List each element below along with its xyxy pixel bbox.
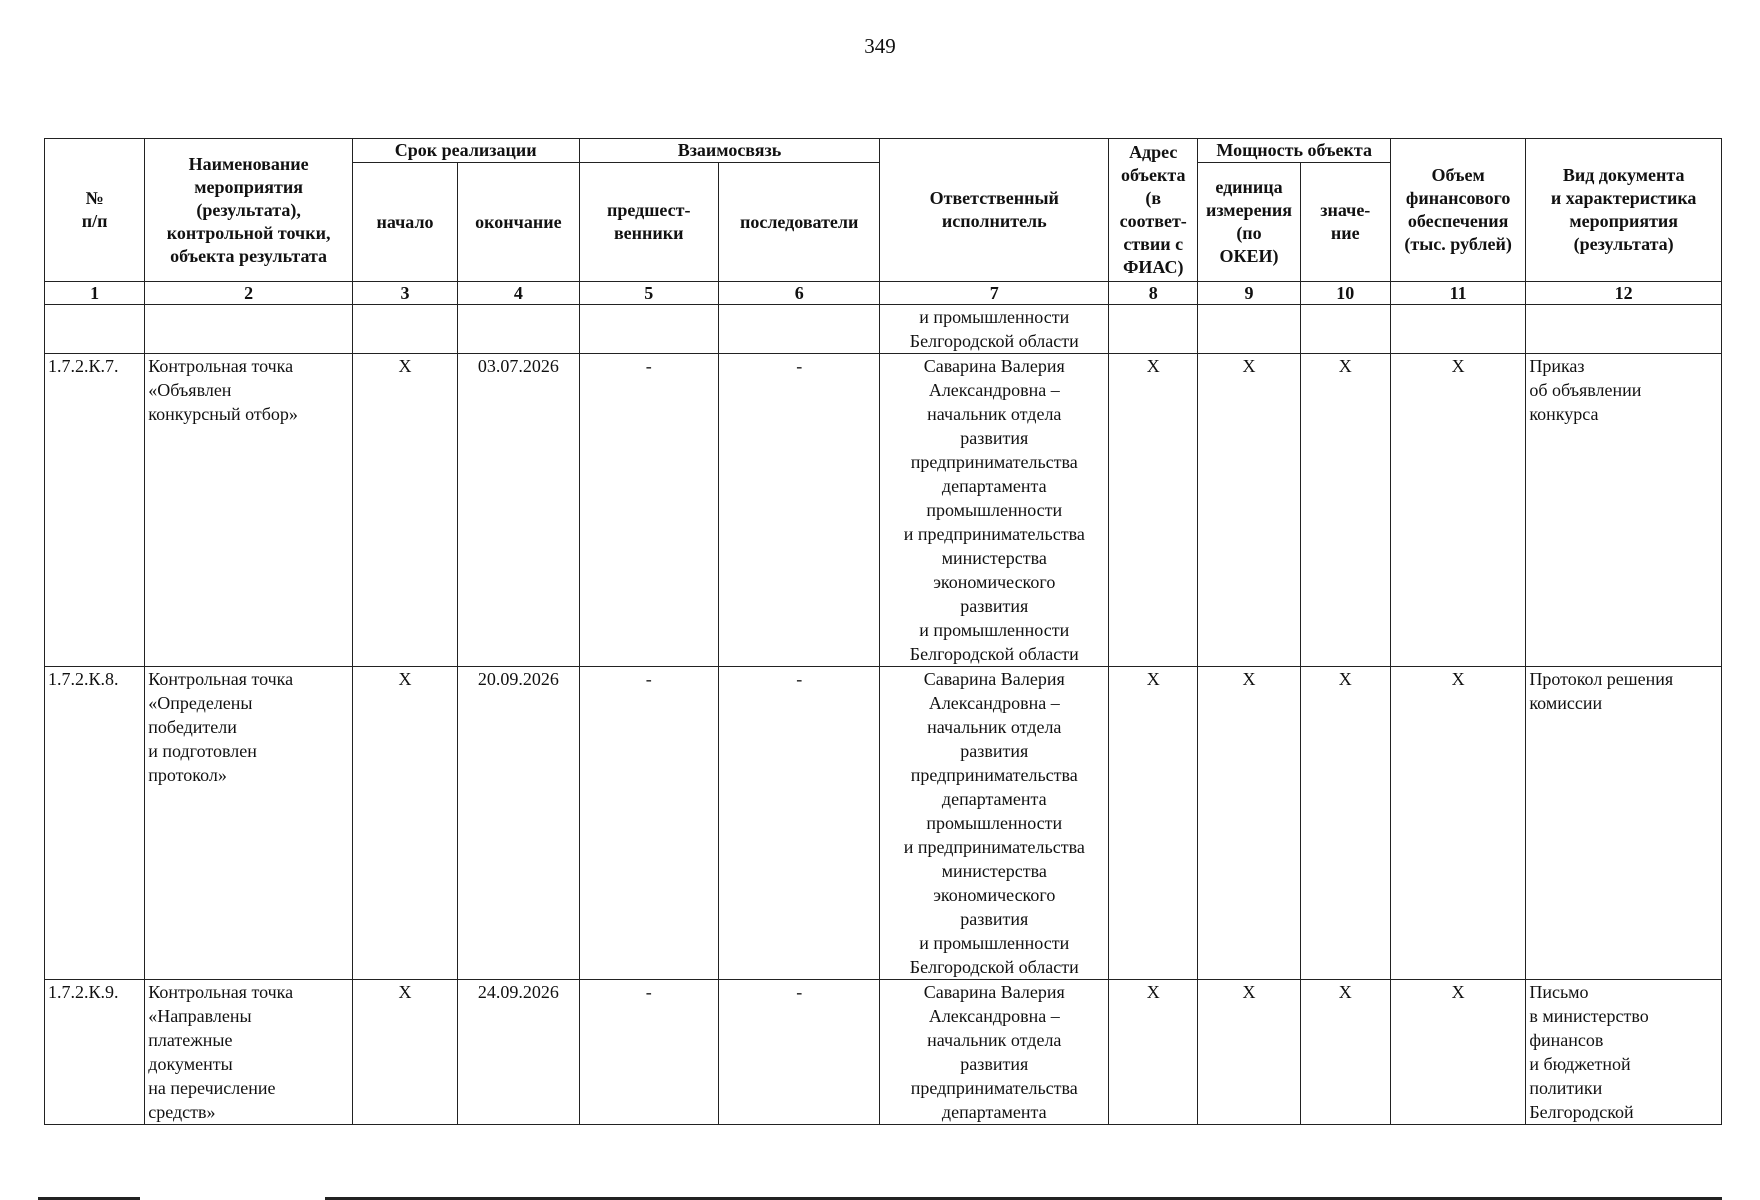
cell-empty: [458, 305, 579, 354]
cell-successors: -: [718, 354, 879, 667]
header-period-start: начало: [352, 163, 457, 282]
cell-value: X: [1300, 980, 1390, 1125]
cell-executor: Саварина Валерия Александровна – начальник отдела развития предпринимательства департамента: [880, 980, 1109, 1125]
cell-doc-type: Приказ об объявлении конкурса: [1526, 354, 1722, 667]
cell-end: 03.07.2026: [458, 354, 579, 667]
header-period: Срок реализации: [352, 139, 579, 163]
cell-start: X: [352, 980, 457, 1125]
cell-num: 1.7.2.К.7.: [45, 354, 145, 667]
table-row: [45, 980, 1722, 1125]
cell-funding: X: [1390, 980, 1525, 1125]
cell-address: X: [1109, 980, 1198, 1125]
cell-start: X: [352, 354, 457, 667]
cell-doc-type: Письмо в министерство финансов и бюджетной политики Белгородской: [1526, 980, 1722, 1125]
cell-unit: X: [1198, 980, 1300, 1125]
cell-value: X: [1300, 667, 1390, 980]
cell-value: X: [1300, 354, 1390, 667]
column-numbers-row: [45, 282, 1722, 305]
column-number: 10: [1300, 282, 1390, 305]
cell-predecessors: -: [579, 354, 718, 667]
column-number: 6: [718, 282, 879, 305]
cell-empty: [1390, 305, 1525, 354]
cell-empty: [45, 305, 145, 354]
header-name: Наименование мероприятия (результата), контрольной точки, объекта результата: [145, 139, 353, 282]
cell-doc-type: Протокол решения комиссии: [1526, 667, 1722, 980]
cell-executor: и промышленности Белгородской области: [880, 305, 1109, 354]
cell-funding: X: [1390, 354, 1525, 667]
header-successors: последователи: [718, 163, 879, 282]
cell-empty: [1198, 305, 1300, 354]
cell-name: Контрольная точка «Направлены платежные документы на перечисление средств»: [145, 980, 353, 1125]
cell-empty: [718, 305, 879, 354]
column-number: 5: [579, 282, 718, 305]
column-number: 3: [352, 282, 457, 305]
header-address: Адрес объекта (в соответ- ствии с ФИАС): [1109, 139, 1198, 282]
cell-funding: X: [1390, 667, 1525, 980]
cell-empty: [1109, 305, 1198, 354]
header-predecessors: предшест- венники: [579, 163, 718, 282]
cell-end: 24.09.2026: [458, 980, 579, 1125]
header-capacity: Мощность объекта: [1198, 139, 1391, 163]
cell-num: 1.7.2.К.8.: [45, 667, 145, 980]
cell-empty: [352, 305, 457, 354]
header-doc-type: Вид документа и характеристика мероприятия (результата): [1526, 139, 1722, 282]
cell-empty: [1526, 305, 1722, 354]
cell-address: X: [1109, 354, 1198, 667]
table-row: [45, 354, 1722, 667]
header-funding: Объем финансового обеспечения (тыс. рублей): [1390, 139, 1525, 282]
cell-predecessors: -: [579, 980, 718, 1125]
header-relation: Взаимосвязь: [579, 139, 880, 163]
column-number: 12: [1526, 282, 1722, 305]
cell-executor: Саварина Валерия Александровна – начальник отдела развития предпринимательства департамента промышленности и предпринимательства министерства экономического развития и промышленности Белгородской области: [880, 667, 1109, 980]
column-number: 4: [458, 282, 579, 305]
cell-unit: X: [1198, 354, 1300, 667]
column-number: 2: [145, 282, 353, 305]
cell-num: 1.7.2.К.9.: [45, 980, 145, 1125]
header-unit: единица измерения (по ОКЕИ): [1198, 163, 1300, 282]
cell-name: Контрольная точка «Определены победители и подготовлен протокол»: [145, 667, 353, 980]
column-number: 7: [880, 282, 1109, 305]
cell-empty: [579, 305, 718, 354]
cell-start: X: [352, 667, 457, 980]
cell-end: 20.09.2026: [458, 667, 579, 980]
column-number: 11: [1390, 282, 1525, 305]
cell-unit: X: [1198, 667, 1300, 980]
column-number: 1: [45, 282, 145, 305]
cell-address: X: [1109, 667, 1198, 980]
header-value: значе- ние: [1300, 163, 1390, 282]
header-period-end: окончание: [458, 163, 579, 282]
column-number: 9: [1198, 282, 1300, 305]
plan-table: [44, 138, 1722, 1125]
cell-name: Контрольная точка «Объявлен конкурсный отбор»: [145, 354, 353, 667]
cell-successors: -: [718, 667, 879, 980]
page-number: 349: [864, 34, 896, 58]
cell-empty: [1300, 305, 1390, 354]
column-number: 8: [1109, 282, 1198, 305]
table-row: [45, 667, 1722, 980]
cell-empty: [145, 305, 353, 354]
table-row-continuation: [45, 305, 1722, 354]
cell-predecessors: -: [579, 667, 718, 980]
cell-successors: -: [718, 980, 879, 1125]
cell-executor: Саварина Валерия Александровна – начальник отдела развития предпринимательства департамента промышленности и предпринимательства министерства экономического развития и промышленности Белгородской области: [880, 354, 1109, 667]
header-executor: Ответственный исполнитель: [880, 139, 1109, 282]
header-num: № п/п: [45, 139, 145, 282]
